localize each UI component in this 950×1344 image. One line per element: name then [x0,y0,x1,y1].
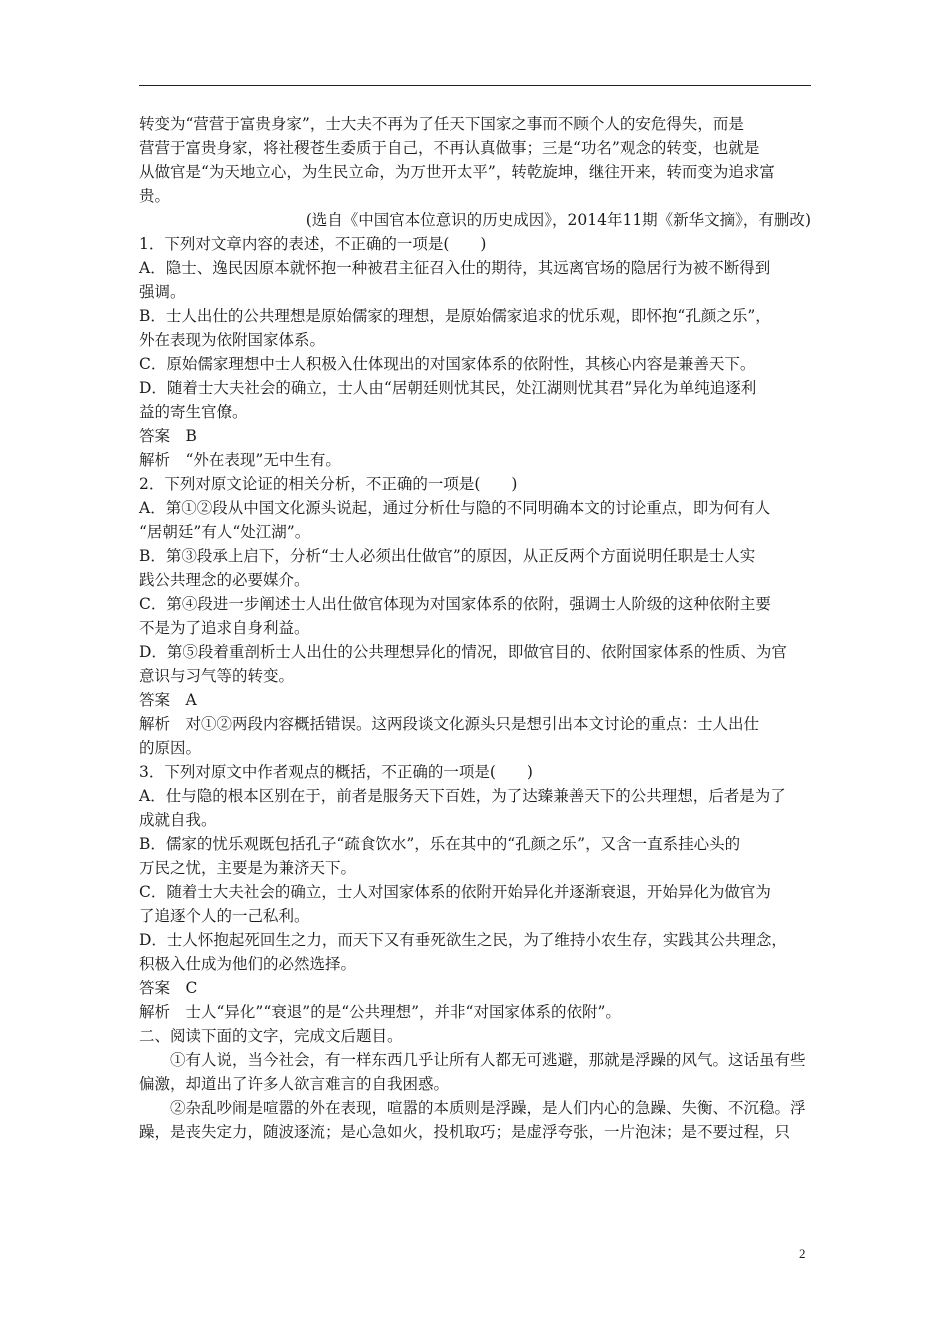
page-number: 2 [799,1246,806,1261]
option-line: C．随着士大夫社会的确立，士人对国家体系的依附开始异化并逐渐衰退，开始异化为做官为 [139,883,771,901]
option-line: D．随着士大夫社会的确立，士人由“居朝廷则忧其民，处江湖则忧其君”异化为单纯追逐利 [139,379,757,397]
option-line: C．原始儒家理想中士人积极入仕体现出的对国家体系的依附性，其核心内容是兼善天下。 [139,355,756,373]
header-rule [139,85,811,86]
text-line: 从做官是“为天地立心，为生民立命，为万世开太平”，转乾旋坤，继往开来，转而变为追求富 [139,163,775,181]
option-line: D．士人怀抱起死回生之力，而天下又有垂死欲生之民，为了维持小农生存，实践其公共理念， [139,931,787,949]
option-line: A．隐士、逸民因原本就怀抱一种被君主征召入仕的期待，其远离官场的隐居行为被不断得到 [139,259,771,277]
continuation-text [139,112,811,208]
section-two [139,1024,811,1144]
text-line: 转变为“营营于富贵身家”，士大夫不再为了任天下国家之事而不顾个人的安危得失，而是 [139,115,744,133]
option-line: C．第④段进一步阐述士人出仕做官体现为对国家体系的依附，强调士人阶级的这种依附主要 [139,595,771,613]
document-body [139,112,811,1144]
option-line: D．第⑤段着重剖析士人出仕的公共理想异化的情况，即做官目的、依附国家体系的性质、为官 [139,643,787,661]
option-line: 了追逐个人的一己私利。 [139,907,310,925]
question-2 [139,472,811,760]
option-line: 不是为了追求自身利益。 [139,619,310,637]
option-line: 意识与习气等的转变。 [139,667,295,685]
option-line: 外在表现为依附国家体系。 [139,331,326,349]
option-line: B．士人出仕的公共理想是原始儒家的理想，是原始儒家追求的忧乐观，即怀抱“孔颜之乐”， [139,307,771,325]
question-3 [139,760,811,1024]
paragraph: ②杂乱吵闹是喧嚣的外在表现，喧嚣的本质则是浮躁，是人们内心的急躁、失衡、不沉稳。浮躁，是丧失定力，随波逐流；是心急如火，投机取巧；是虚浮夸张，一片泡沫；是不要过程，只 [139,1099,806,1141]
text-line: 贵。 [139,187,171,205]
text-line: 营营于富贵身家，将社稷苍生委质于自己，不再认真做事；三是“功名”观念的转变，也就是 [139,139,760,157]
question-stem: 3．下列对原文中作者观点的概括，不正确的一项是( ) [139,763,533,781]
option-line: 成就自我。 [139,811,217,829]
paragraph: ①有人说，当今社会，有一样东西几乎让所有人都无可逃避，那就是浮躁的风气。这话虽有些偏激，却道出了许多人欲言难言的自我困惑。 [139,1051,806,1093]
option-line: 强调。 [139,283,186,301]
section-heading: 二、阅读下面的文字，完成文后题目。 [139,1027,403,1045]
option-line: A．仕与隐的根本区别在于，前者是服务天下百姓，为了达臻兼善天下的公共理想，后者是为了 [139,787,786,805]
answer-line: 答案 C [139,979,198,997]
analysis-line: 解析 士人“异化”“衰退”的是“公共理想”，并非“对国家体系的依附”。 [139,1003,621,1021]
analysis-line: 解析 “外在表现”无中生有。 [139,451,341,469]
question-1 [139,232,811,472]
option-line: 益的寄生官僚。 [139,403,248,421]
question-stem: 1．下列对文章内容的表述，不正确的一项是( ) [139,235,487,253]
analysis-line: 解析 对①②两段内容概括错误。这两段谈文化源头只是想引出本文讨论的重点：士人出仕 [139,715,760,733]
option-line: B．儒家的忧乐观既包括孔子“疏食饮水”，乐在其中的“孔颜之乐”，又含一直系挂心头的 [139,835,741,853]
option-line: B．第③段承上启下，分析“士人必须出仕做官”的原因，从正反两个方面说明任职是士人实 [139,547,756,565]
question-stem: 2．下列对原文论证的相关分析，不正确的一项是( ) [139,475,518,493]
option-line: 万民之忧，主要是为兼济天下。 [139,859,357,877]
option-line: “居朝廷”有人“处江湖”。 [139,523,311,541]
analysis-line: 的原因。 [139,739,202,757]
option-line: 积极入仕成为他们的必然选择。 [139,955,357,973]
answer-line: 答案 B [139,427,197,445]
answer-line: 答案 A [139,691,197,709]
option-line: 践公共理念的必要媒介。 [139,571,310,589]
option-line: A．第①②段从中国文化源头说起，通过分析仕与隐的不同明确本文的讨论重点，即为何有人 [139,499,771,517]
source-citation: (选自《中国官本位意识的历史成因》，2014年11期《新华文摘》，有删改) [305,211,811,229]
